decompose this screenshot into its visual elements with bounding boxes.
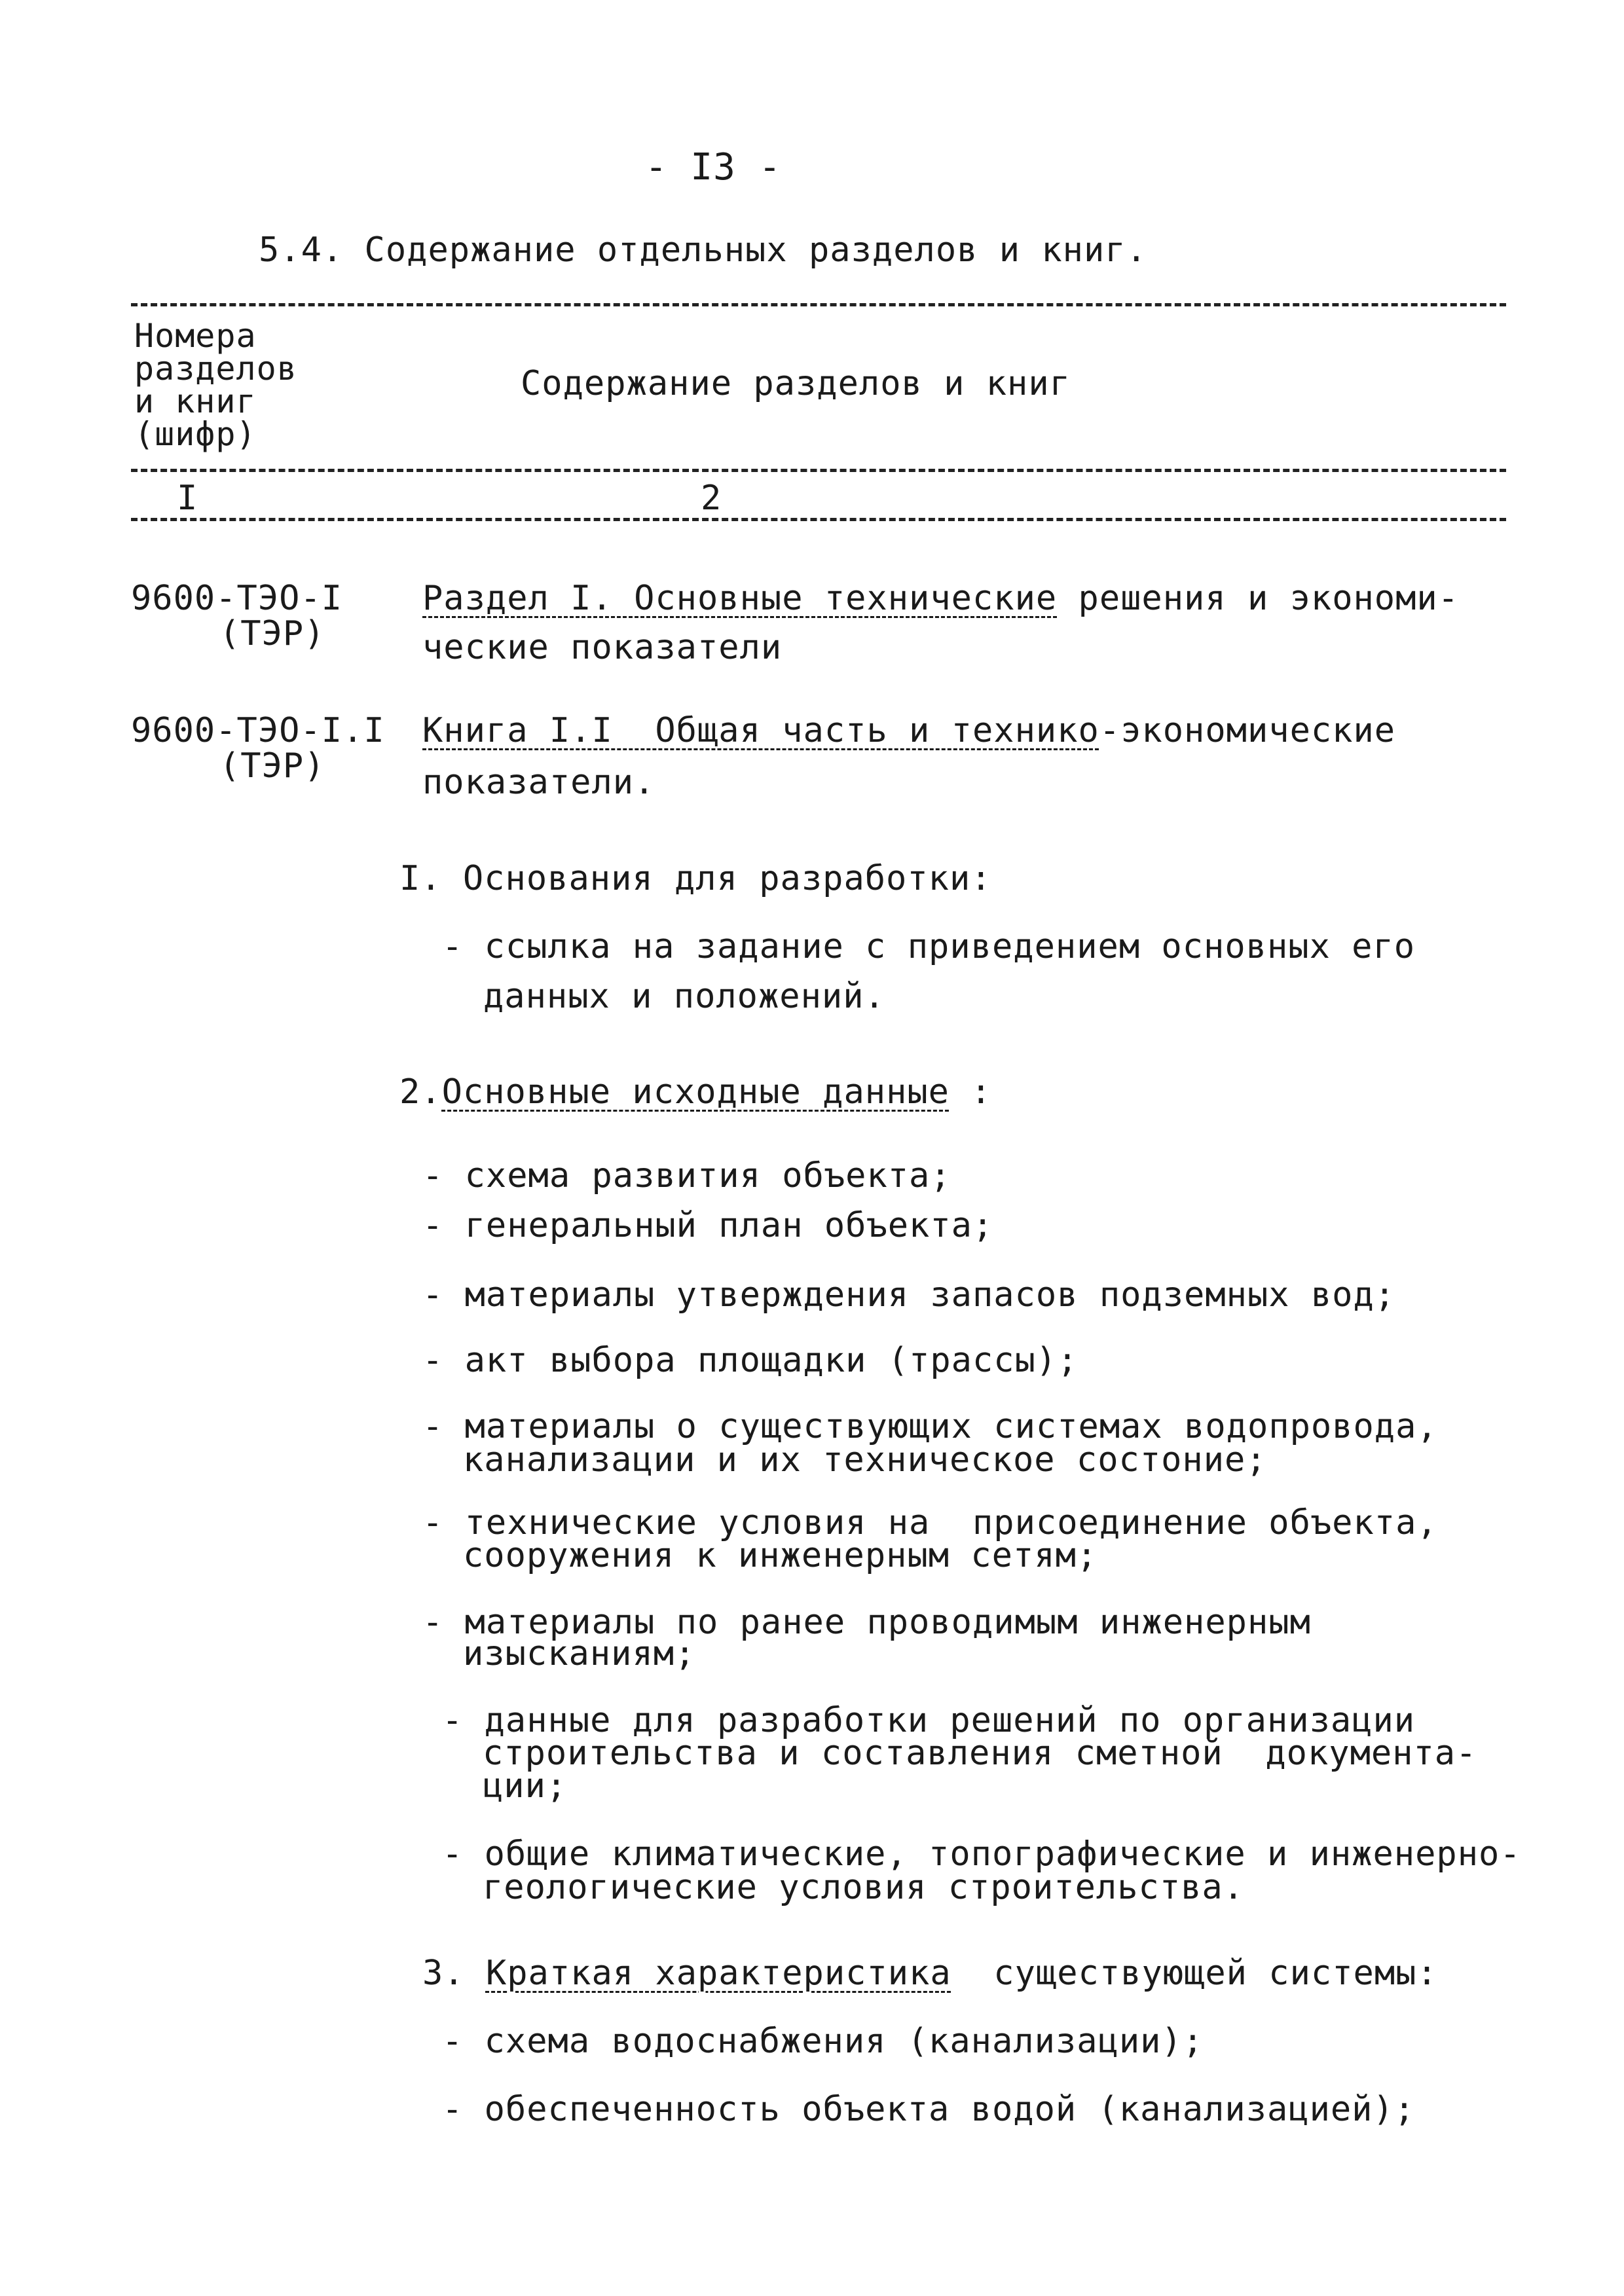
item-1-bullet-1-line1: - ссылка на задание с приведением основных его — [442, 927, 1416, 966]
header-col1-index: I — [177, 479, 198, 518]
item-2-bullet-1: - схема развития объекта; — [422, 1156, 951, 1195]
table-top-rule — [131, 303, 1506, 306]
header-col1-line1: Номера — [134, 317, 257, 355]
entry-title-underlined: Книга I.I Общая часть и технико — [422, 711, 1099, 750]
entry-title-line1 — [422, 579, 1460, 618]
item-3-heading — [422, 1954, 1438, 1993]
entry-title-rest: решения и экономи- — [1057, 579, 1460, 618]
item-2-bullet-7-line1: - материалы по ранее проводимым инженерным — [422, 1603, 1311, 1642]
item-3-bullet-2: - обеспеченность объекта водой (канализацией); — [442, 2090, 1416, 2129]
page-number: - I3 - — [645, 146, 782, 189]
item-3-rest: существующей системы: — [951, 1954, 1438, 1993]
header-col1-line2: разделов — [134, 350, 297, 388]
item-2-bullet-4: - акт выбора площадки (трассы); — [422, 1341, 1079, 1380]
item-2-bullet-5-line1: - материалы о существующих системах водопровода, — [422, 1407, 1438, 1446]
item-2-bullet-8-line1: - данные для разработки решений по организации — [442, 1701, 1416, 1740]
table-bottom-rule — [131, 518, 1506, 521]
item-1-bullet-1-line2: данных и положений. — [483, 977, 885, 1016]
entry-title-line2: ческие показатели — [422, 628, 783, 667]
entry-code-sub: (ТЭР) — [219, 746, 325, 786]
header-col2-index: 2 — [701, 479, 722, 518]
item-2-bullet-6-line1: - технические условия на присоединение объекта, — [422, 1503, 1438, 1542]
item-2-bullet-7-line2: изысканиям; — [463, 1634, 696, 1673]
item-2-underlined: Основные исходные данные — [441, 1072, 950, 1112]
item-2-bullet-9-line1: - общие климатические, топографические и инженерно- — [442, 1834, 1521, 1874]
item-2-bullet-8-line3: ции; — [483, 1766, 568, 1806]
item-2-bullet-9-line2: геологические условия строительства. — [483, 1868, 1245, 1907]
item-2-bullet-6-line2: сооружения к инженерным сетям; — [463, 1536, 1098, 1575]
item-2-bullet-5-line2: канализации и их техническое состоние; — [463, 1440, 1267, 1480]
item-2-colon: : — [949, 1072, 992, 1112]
item-2-bullet-3: - материалы утверждения запасов подземных вод; — [422, 1275, 1396, 1315]
item-3-number: 3. — [422, 1954, 465, 1993]
header-col1-line3: и книг — [134, 382, 257, 420]
entry-title-underlined: Раздел I. Основные технические — [422, 579, 1058, 618]
entry-title-line1 — [422, 711, 1396, 750]
header-col2: Содержание разделов и книг — [521, 364, 1071, 403]
entry-code-sub: (ТЭР) — [219, 614, 325, 653]
item-2-bullet-2: - генеральный план объекта; — [422, 1206, 994, 1245]
item-2-number: 2. — [399, 1072, 442, 1112]
section-heading: 5.4. Содержание отдельных разделов и книг. — [259, 230, 1147, 270]
item-3-bullet-1: - схема водоснабжения (канализации); — [442, 2022, 1204, 2061]
entry-title-line2: показатели. — [422, 763, 655, 802]
table-mid-rule — [131, 469, 1506, 472]
item-3-underlined: Краткая характеристика — [485, 1954, 951, 1993]
item-2-heading — [399, 1072, 992, 1112]
item-2-bullet-8-line2: строительства и составления сметной документа- — [483, 1734, 1477, 1773]
header-col1-line4: (шифр) — [134, 415, 257, 453]
entry-title-rest: -экономические — [1099, 711, 1396, 750]
item-1-heading: I. Основания для разработки: — [399, 859, 992, 898]
entry-code: 9600-ТЭО-I.I — [131, 711, 385, 750]
entry-code: 9600-ТЭО-I — [131, 579, 343, 618]
